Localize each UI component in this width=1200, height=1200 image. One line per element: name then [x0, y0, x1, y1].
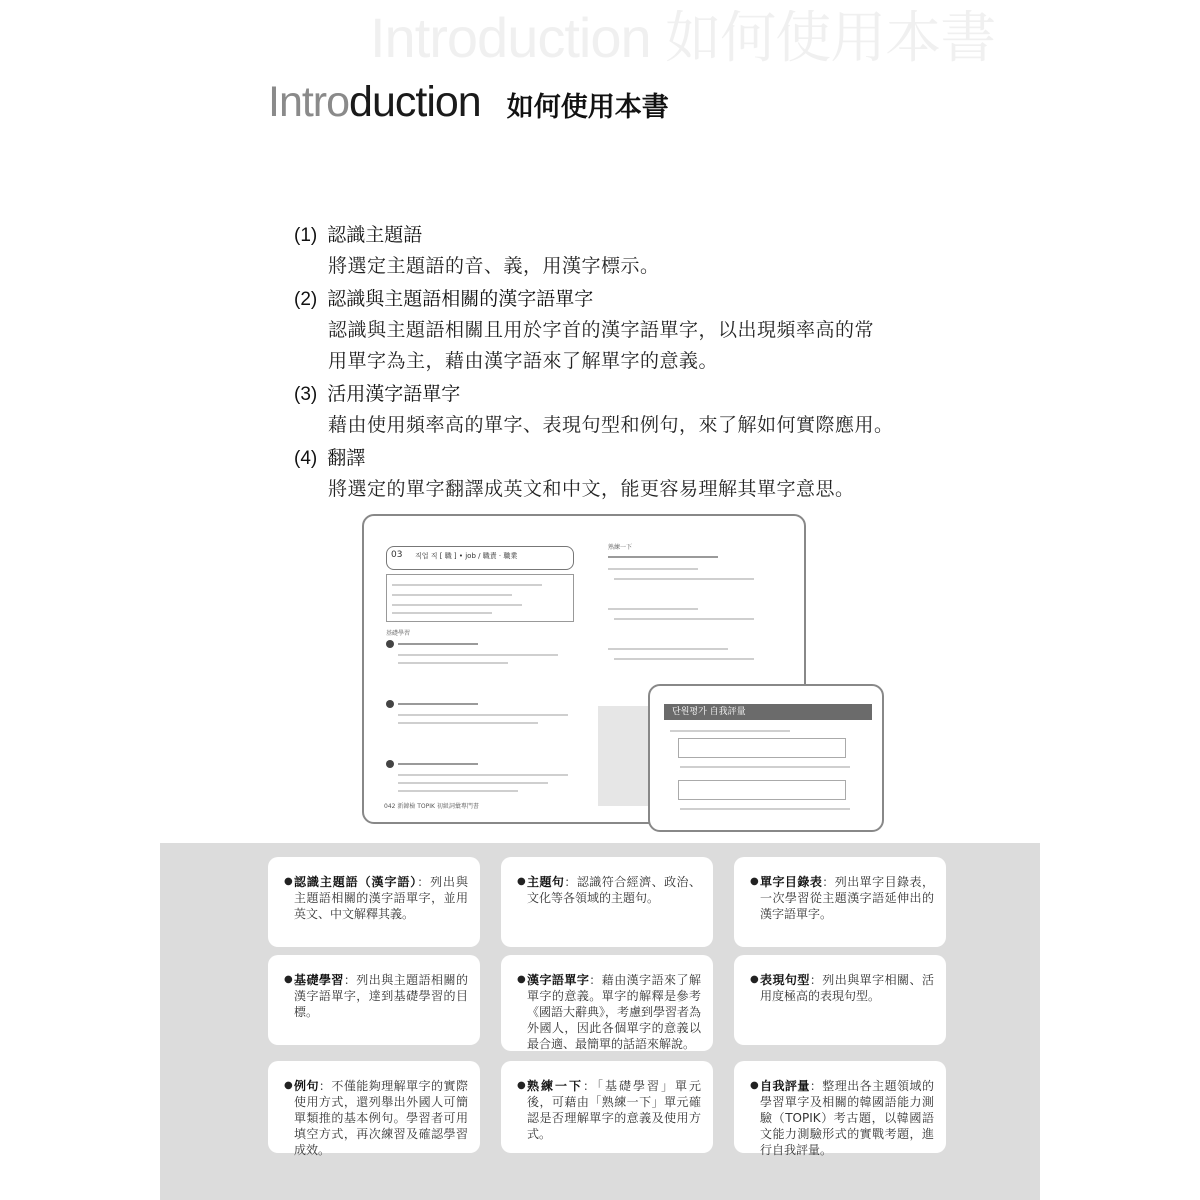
step-item [294, 284, 934, 377]
choices-line [680, 766, 850, 768]
feature-text [284, 874, 468, 922]
feature-card [501, 955, 713, 1051]
entry-line [398, 763, 478, 765]
word-table [386, 574, 574, 622]
feature-description: ：藉由漢字語來了解單字的意義。單字的解釋是參考《國語大辭典》，考慮到學習者為外國人，因此各個單字的意義以最合適、最簡單的話語來解說。 [527, 973, 702, 1051]
entry-bullet [386, 760, 394, 768]
text-line [392, 612, 492, 614]
step-heading [294, 379, 934, 410]
text-line [398, 654, 558, 656]
feature-description: ：列出與主題語相關的漢字語單字，並用英文、中文解釋其義。 [294, 875, 468, 921]
step-number: (2) [294, 289, 318, 310]
feature-term: 主題句 [527, 875, 565, 889]
step-heading-text: 活用漢字語單字 [327, 383, 461, 405]
section-basic-label: 基礎學習 [386, 630, 411, 637]
step-line: 將選定主題語的音、義，用漢字標示。 [328, 255, 660, 277]
step-number: (1) [294, 225, 318, 246]
feature-text [517, 1078, 701, 1142]
text-line [398, 722, 538, 724]
choices-line [614, 578, 754, 580]
feature-text [284, 1078, 468, 1158]
feature-description: ：列出單字目錄表，一次學習從主題漢字語延伸出的漢字語單字。 [760, 875, 934, 921]
step-line: 藉由使用頻率高的單字、表現句型和例句，來了解如何實際應用。 [328, 414, 894, 436]
feature-card [268, 1061, 480, 1157]
step-heading-text: 翻譯 [327, 447, 366, 469]
evaluation-title: 단원평가 自我評量 [664, 704, 872, 720]
bullet-icon: ● [284, 1080, 293, 1091]
text-line [392, 594, 512, 596]
bullet-icon: ● [750, 974, 759, 985]
step-heading [294, 443, 934, 474]
feature-card [734, 955, 946, 1045]
book-preview [362, 514, 804, 822]
text-line [398, 782, 548, 784]
step-item [294, 379, 934, 441]
entry-bullet [386, 640, 394, 648]
feature-description: ：認識符合經濟、政治、文化等各領域的主題句。 [527, 875, 701, 905]
features-panel [160, 843, 1040, 1200]
example-box [678, 780, 846, 800]
choices-line [614, 658, 754, 660]
step-heading [294, 284, 934, 315]
bullet-icon: ● [517, 974, 526, 985]
text-line [398, 662, 508, 664]
text-line [670, 730, 790, 732]
bullet-icon: ● [750, 1080, 759, 1091]
feature-text [750, 1078, 934, 1158]
unit-header [386, 546, 574, 570]
feature-text [517, 972, 701, 1052]
feature-card [268, 857, 480, 947]
feature-term: 漢字語單字 [527, 973, 590, 987]
unit-number: 03 [391, 550, 403, 560]
bullet-icon: ● [284, 974, 293, 985]
title-english-dark: duction [349, 78, 481, 126]
entry-bullet [386, 700, 394, 708]
feature-card [734, 857, 946, 947]
feature-term: 例句 [294, 1079, 319, 1093]
title-english [268, 78, 481, 127]
step-number: (4) [294, 448, 318, 469]
title-english-light: Intro [268, 78, 350, 126]
text-line [398, 790, 518, 792]
feature-card [268, 955, 480, 1045]
feature-card [734, 1061, 946, 1157]
feature-description: ：列出與主題語相關的漢字語單字，達到基礎學習的目標。 [294, 973, 468, 1019]
page-footer: 042 新韓檢 TOPIK 初級詞彙專門書 [384, 803, 479, 810]
feature-card [501, 1061, 713, 1153]
bullet-icon: ● [284, 876, 293, 887]
text-line [608, 608, 698, 610]
page-title [268, 78, 669, 128]
steps-list [294, 220, 934, 507]
step-item [294, 443, 934, 505]
title-chinese: 如何使用本書 [506, 92, 669, 123]
step-heading-text: 認識與主題語相關的漢字語單字 [327, 288, 594, 310]
step-item [294, 220, 934, 282]
background-watermark: Introduction 如何使用本書 [370, 10, 996, 69]
text-line [608, 568, 698, 570]
feature-term: 基礎學習 [294, 973, 344, 987]
entry-line [398, 703, 478, 705]
bullet-icon: ● [517, 1080, 526, 1091]
feature-term: 自我評量 [760, 1079, 810, 1093]
feature-description: ：整理出各主題領域的學習單字及相關的韓國語能力測驗（TOPIK）考古題，以韓國語文能力測驗形式的實戰考題，進行自我評量。 [760, 1079, 934, 1157]
feature-text [750, 874, 934, 922]
feature-text [284, 972, 468, 1020]
feature-text [750, 972, 934, 1004]
step-heading-text: 認識主題語 [327, 224, 423, 246]
feature-description: ：不僅能夠理解單字的實際使用方式，還列舉出外國人可簡單類推的基本例句。學習者可用填空方式，再次練習及確認學習成效。 [294, 1079, 468, 1157]
section-practice-label: 熟練一下 [608, 544, 633, 551]
step-number: (3) [294, 384, 318, 405]
text-line [608, 648, 728, 650]
choices-line [614, 618, 754, 620]
feature-term: 熟練一下 [527, 1079, 583, 1093]
feature-description: ：列出與單字相關、活用度極高的表現句型。 [760, 973, 934, 1003]
self-evaluation-card [648, 684, 884, 832]
bullet-icon: ● [517, 876, 526, 887]
text-line [392, 604, 522, 606]
feature-description: ：「基礎學習」單元後，可藉由「熟練一下」單元確認是否理解單字的意義及使用方式。 [527, 1079, 701, 1141]
question-line [608, 556, 718, 558]
feature-card [501, 857, 713, 947]
entry-line [398, 643, 478, 645]
book-left-page [376, 536, 576, 816]
text-line [398, 774, 568, 776]
step-line: 用單字為主，藉由漢字語來了解單字的意義。 [328, 350, 719, 372]
feature-term: 認識主題語（漢字語） [294, 875, 418, 889]
bullet-icon: ● [750, 876, 759, 887]
unit-title: 직업 직 [ 職 ] • job / 職責 · 職業 [415, 552, 518, 560]
text-line [392, 584, 542, 586]
choices-line [680, 808, 850, 810]
feature-term: 表現句型 [760, 973, 810, 987]
step-line: 將選定的單字翻譯成英文和中文，能更容易理解其單字意思。 [328, 478, 855, 500]
feature-term: 單字目錄表 [760, 875, 823, 889]
example-box [678, 738, 846, 758]
step-line: 認識與主題語相關且用於字首的漢字語單字，以出現頻率高的常 [328, 319, 875, 341]
feature-text [517, 874, 701, 906]
text-line [398, 714, 568, 716]
step-heading [294, 220, 934, 251]
